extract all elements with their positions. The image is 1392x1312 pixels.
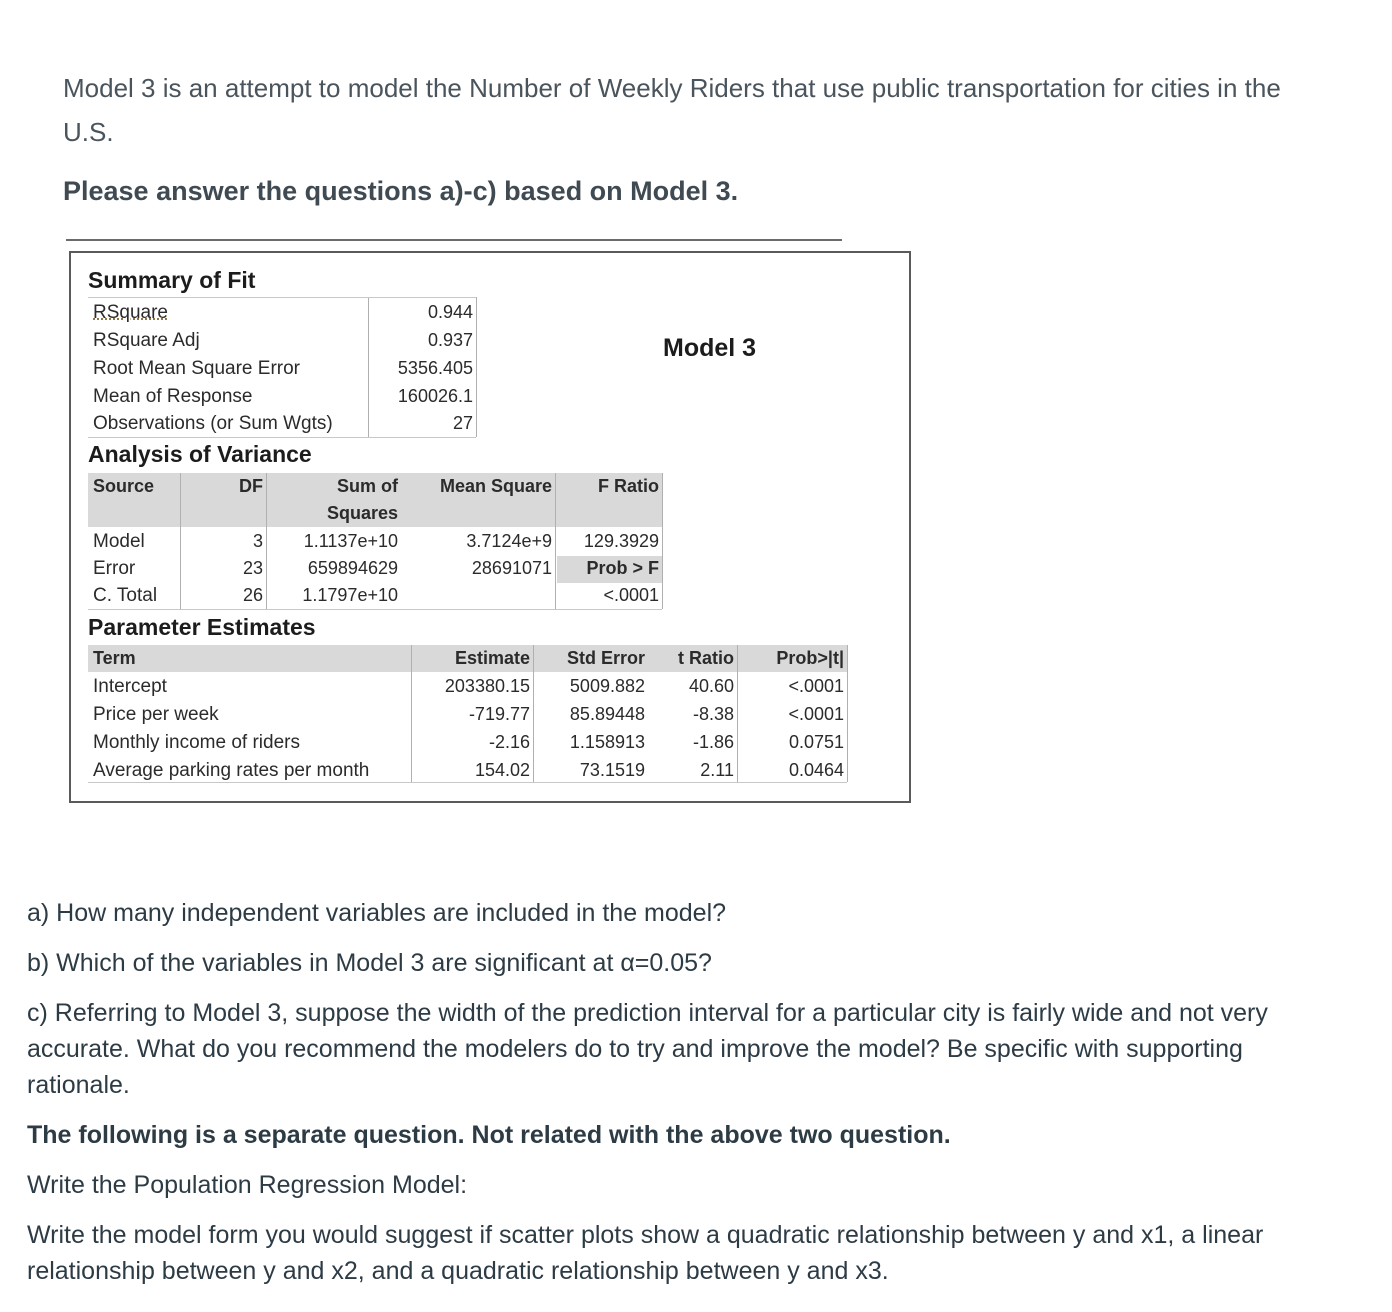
anova-f-ratio-value: 129.3929 [583, 531, 659, 551]
anova-header-ms: Mean Square [439, 476, 552, 496]
param-prob-intercept: <.0001 [788, 676, 844, 696]
anova-df-total: 26 [242, 585, 263, 605]
params-title: Parameter Estimates [88, 614, 316, 640]
param-prob-price: <.0001 [788, 704, 844, 724]
param-stderr-income: 1.158913 [569, 732, 645, 752]
question-c: c) Referring to Model 3, suppose the width of the prediction interval for a particular city is fairly wide and not very accurate. What do you recommend the modelers do to try and improve the model? Be specific with supporting rationale. [27, 999, 1268, 1099]
anova-ss-model: 1.1137e+10 [303, 531, 398, 551]
anova-source-total: C. Total [93, 585, 158, 606]
params-header-estimate: Estimate [454, 648, 530, 668]
param-term-price: Price per week [93, 704, 219, 725]
param-estimate-income: -2.16 [488, 732, 530, 752]
anova-header-ss-line2: Squares [326, 503, 398, 523]
param-tratio-income: -1.86 [692, 732, 734, 752]
anova-ss-error: 659894629 [307, 558, 398, 578]
anova-header-ss-line1: Sum of [337, 476, 398, 496]
sof-value-rsquare: 0.944 [427, 302, 473, 322]
population-model-prompt: Write the Population Regression Model: [27, 1171, 468, 1199]
summary-of-fit-title: Summary of Fit [88, 267, 256, 293]
param-tratio-parking: 2.11 [700, 760, 734, 780]
sof-label-observations: Observations (or Sum Wgts) [93, 413, 333, 434]
anova-header-source: Source [93, 476, 155, 496]
sof-label-rsquare-adj: RSquare Adj [93, 330, 200, 351]
anova-prob-f-label: Prob > F [586, 558, 659, 578]
params-col-divider-1 [411, 645, 412, 782]
param-prob-income: 0.0751 [788, 732, 844, 752]
anova-header-df: DF [239, 476, 263, 496]
divider [66, 239, 842, 241]
sof-right-border [476, 297, 477, 437]
anova-df-model: 3 [252, 531, 263, 551]
intro-text: Model 3 is an attempt to model the Number of Weekly Riders that use public transportation for cities in the U.S. [63, 73, 1281, 147]
anova-col-divider-1 [180, 473, 181, 609]
params-header-stderr: Std Error [566, 648, 645, 668]
sof-divider [368, 297, 369, 437]
params-header-term: Term [93, 648, 136, 668]
anova-source-error: Error [93, 558, 136, 579]
param-stderr-intercept: 5009.882 [569, 676, 645, 696]
param-prob-parking: 0.0464 [788, 760, 844, 780]
anova-col-divider-2 [266, 473, 267, 609]
params-col-divider-3 [737, 645, 738, 782]
params-header-tratio: t Ratio [678, 648, 734, 668]
params-col-divider-2 [533, 645, 534, 782]
sof-value-rsquare-adj: 0.937 [427, 330, 473, 350]
sof-label-rsquare: RSquare [93, 302, 168, 323]
param-estimate-parking: 154.02 [474, 760, 530, 780]
param-tratio-intercept: 40.60 [688, 676, 734, 696]
sof-value-observations: 27 [452, 413, 473, 433]
model-report-image [69, 251, 911, 803]
model-form-prompt: Write the model form you would suggest if scatter plots show a quadratic relationship between y and x1, a linear relationship between y and x2, and a quadratic relationship between y and x3. [27, 1221, 1264, 1285]
params-right-border [847, 645, 848, 782]
separate-question-note: The following is a separate question. Not related with the above two question. [27, 1121, 951, 1149]
param-stderr-parking: 73.1519 [579, 760, 645, 780]
question-a: a) How many independent variables are included in the model? [27, 899, 727, 927]
anova-title: Analysis of Variance [88, 441, 312, 467]
param-tratio-price: -8.38 [692, 704, 734, 724]
param-estimate-price: -719.77 [468, 704, 530, 724]
sof-top-border [88, 297, 476, 298]
sof-value-mean: 160026.1 [397, 386, 473, 406]
anova-ss-total: 1.1797e+10 [302, 585, 398, 605]
anova-header-f: F Ratio [598, 476, 659, 496]
param-term-income: Monthly income of riders [93, 732, 300, 753]
anova-bottom-border [88, 609, 662, 610]
params-header-prob: Prob>|t| [776, 648, 844, 668]
params-bottom-border [88, 782, 847, 783]
anova-col-divider-3 [555, 473, 556, 609]
sof-label-mean: Mean of Response [93, 386, 253, 407]
anova-ms-model: 3.7124e+9 [466, 531, 552, 551]
model-label: Model 3 [663, 334, 757, 362]
anova-ms-error: 28691071 [471, 558, 552, 578]
param-term-parking: Average parking rates per month [93, 760, 370, 781]
anova-source-model: Model [93, 531, 145, 552]
anova-df-error: 23 [242, 558, 263, 578]
anova-prob-f-value: <.0001 [603, 585, 659, 605]
param-term-intercept: Intercept [93, 676, 167, 697]
instruction-text: Please answer the questions a)-c) based on Model 3. [63, 176, 739, 206]
param-estimate-intercept: 203380.15 [444, 676, 530, 696]
anova-right-border [662, 473, 663, 609]
sof-label-rmse: Root Mean Square Error [93, 358, 300, 379]
sof-bottom-border [88, 437, 476, 438]
param-stderr-price: 85.89448 [569, 704, 645, 724]
sof-value-rmse: 5356.405 [397, 358, 473, 378]
question-b: b) Which of the variables in Model 3 are significant at α=0.05? [27, 949, 712, 977]
